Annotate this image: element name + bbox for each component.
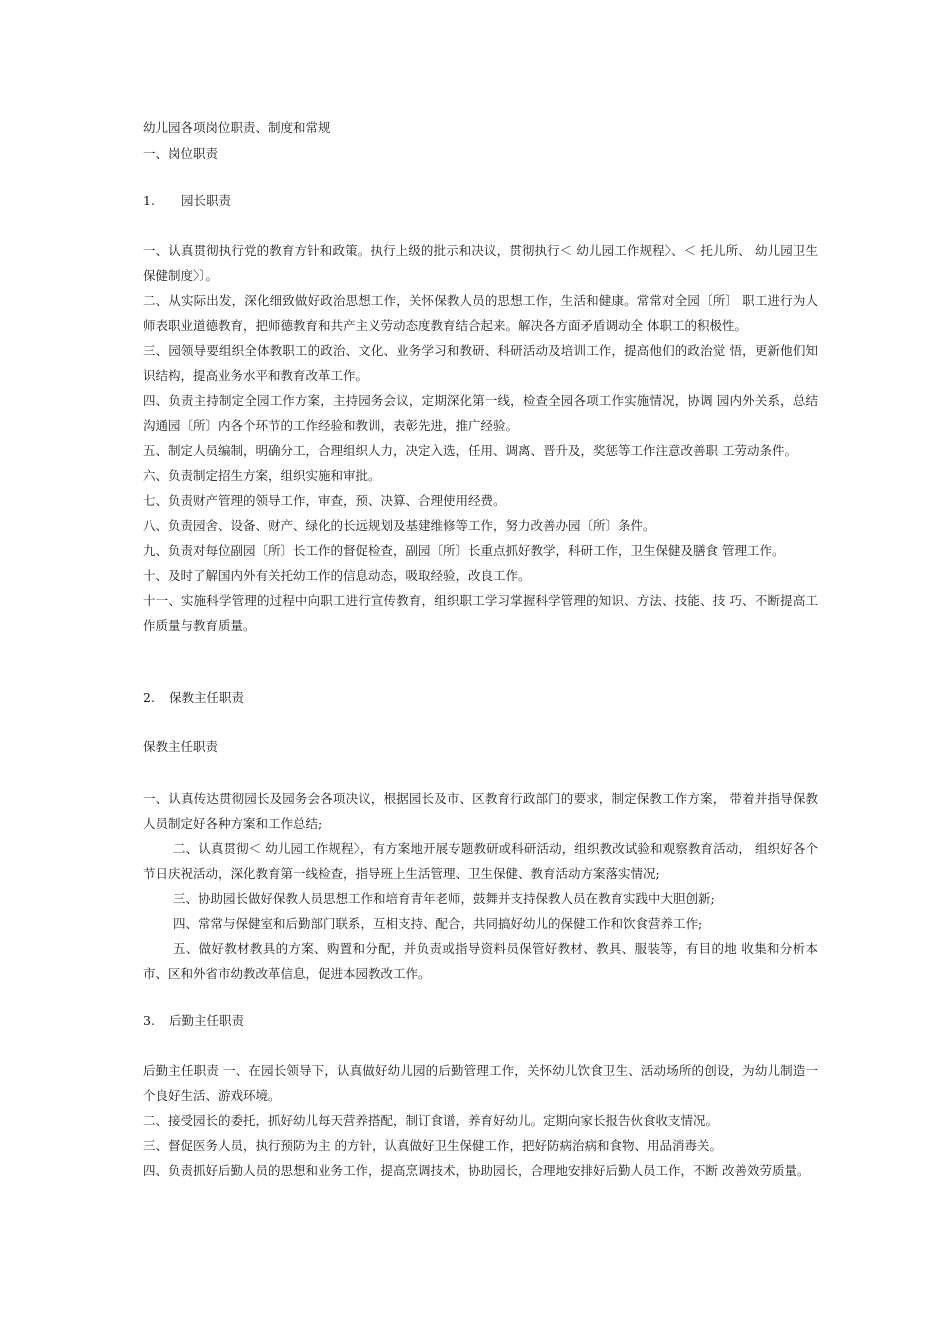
paragraph: 六、负责制定招生方案，组织实施和审批。 — [143, 468, 381, 483]
section-subtitle: 保教主任职责 — [143, 739, 219, 754]
paragraph: 四、负责主持制定全园工作方案，主持园务会议，定期深化第一线，检查全园各项工作实施情况，协调 园内外关系，总结沟通园〔所〕内各个环节的工作经验和教训，表彰先进，推广经验。 — [143, 393, 818, 433]
paragraph: 后勤主任职责 一、在园长领导下，认真做好幼儿园的后勤管理工作，关怀幼儿饮食卫生、活动场所的创设，为幼儿制造一个良好生活、游戏环境。 — [143, 1063, 818, 1103]
section-heading — [143, 690, 818, 706]
part-heading: 一、岗位职责 — [143, 146, 219, 161]
section-number: 1. — [143, 193, 155, 208]
paragraph: 一、认真贯彻执行党的教育方针和政策。执行上级的批示和决议，贯彻执行＜ 幼儿园工作规程〉、＜ 托儿所、 幼儿园卫生保健制度〉〕。 — [143, 243, 818, 283]
paragraph: 五、做好教材教具的方案、购置和分配，并负责或指导资料员保管好教材、教具、服装等，有目的地 收集和分析本市、区和外省市幼教改革信息，促进本园教改工作。 — [143, 941, 818, 981]
paragraph: 三、园领导要组织全体教职工的政治、文化、业务学习和教研、科研活动及培训工作，提高他们的政治觉 悟，更新他们知识结构，提高业务水平和教育改革工作。 — [143, 343, 818, 383]
paragraph: 十、及时了解国内外有关托幼工作的信息动态，吸取经验，改良工作。 — [143, 568, 531, 583]
paragraph: 九、负责对每位副园〔所〕长工作的督促检查，副园〔所〕长重点抓好教学，科研工作，卫生保健及膳食 管理工作。 — [143, 543, 785, 558]
section-title: 园长职责 — [181, 193, 232, 208]
paragraph: 二、认真贯彻＜ 幼儿园工作规程〉，有方案地开展专题教研或科研活动，组织教改试验和观察教育活动， 组织好各个节日庆祝活动，深化教育第一线检查，指导班上生活管理、卫生保健、教育活动方案落实情况; — [143, 841, 818, 881]
section-number: 3. — [143, 1013, 155, 1028]
paragraph: 二、从实际出发，深化细致做好政治思想工作，关怀保教人员的思想工作，生活和健康。常常对全园〔所〕 职工进行为人师表职业道德教育，把师德教育和共产主义劳动态度教育结合起来。解决各方面矛盾调动全 体职工的积极性。 — [143, 293, 818, 333]
section-heading — [143, 1013, 818, 1029]
paragraph: 十一、实施科学管理的过程中向职工进行宣传教育，组织职工学习掌握科学管理的知识、方法、技能、技 巧、不断提高工作质量与教育质量。 — [143, 593, 818, 633]
section-title: 后勤主任职责 — [169, 1013, 245, 1028]
section-title: 保教主任职责 — [169, 690, 245, 705]
section-number: 2. — [143, 690, 155, 705]
document-title: 幼儿园各项岗位职责、制度和常规 — [143, 120, 331, 135]
paragraph: 一、认真传达贯彻园长及园务会各项决议，根据园长及市、区教育行政部门的要求，制定保教工作方案， 带着并指导保教人员制定好各种方案和工作总结; — [143, 791, 818, 831]
section-heading — [143, 193, 818, 209]
paragraph: 二、接受园长的委托，抓好幼儿每天营养搭配，制订食谱，养育好幼儿。定期向家长报告伙食收支情况。 — [143, 1113, 719, 1128]
paragraph: 八、负责园舍、设备、财产、绿化的长远规划及基建维修等工作，努力改善办园〔所〕条件。 — [143, 518, 656, 533]
paragraph: 三、督促医务人员，执行预防为主 的方针，认真做好卫生保健工作，把好防病治病和食物、用品消毒关。 — [143, 1138, 722, 1153]
paragraph: 三、协助园长做好保教人员思想工作和培育青年老师，鼓舞并支持保教人员在教育实践中大胆创新; — [173, 891, 715, 906]
paragraph: 七、负责财产管理的领导工作，审查，预、决算、合理使用经费。 — [143, 493, 506, 508]
paragraph: 五、制定人员编制，明确分工，合理组织人力，决定入选，任用、调离、晋升及，奖惩等工作注意改善职 工劳动条件。 — [143, 443, 797, 458]
paragraph: 四、常常与保健室和后勤部门联系，互相支持、配合，共同搞好幼儿的保健工作和饮食营养工作; — [173, 916, 703, 931]
paragraph: 四、负责抓好后勤人员的思想和业务工作，提高烹调技术，协助园长，合理地安排好后勤人员工作，不断 改善效劳质量。 — [143, 1163, 810, 1178]
